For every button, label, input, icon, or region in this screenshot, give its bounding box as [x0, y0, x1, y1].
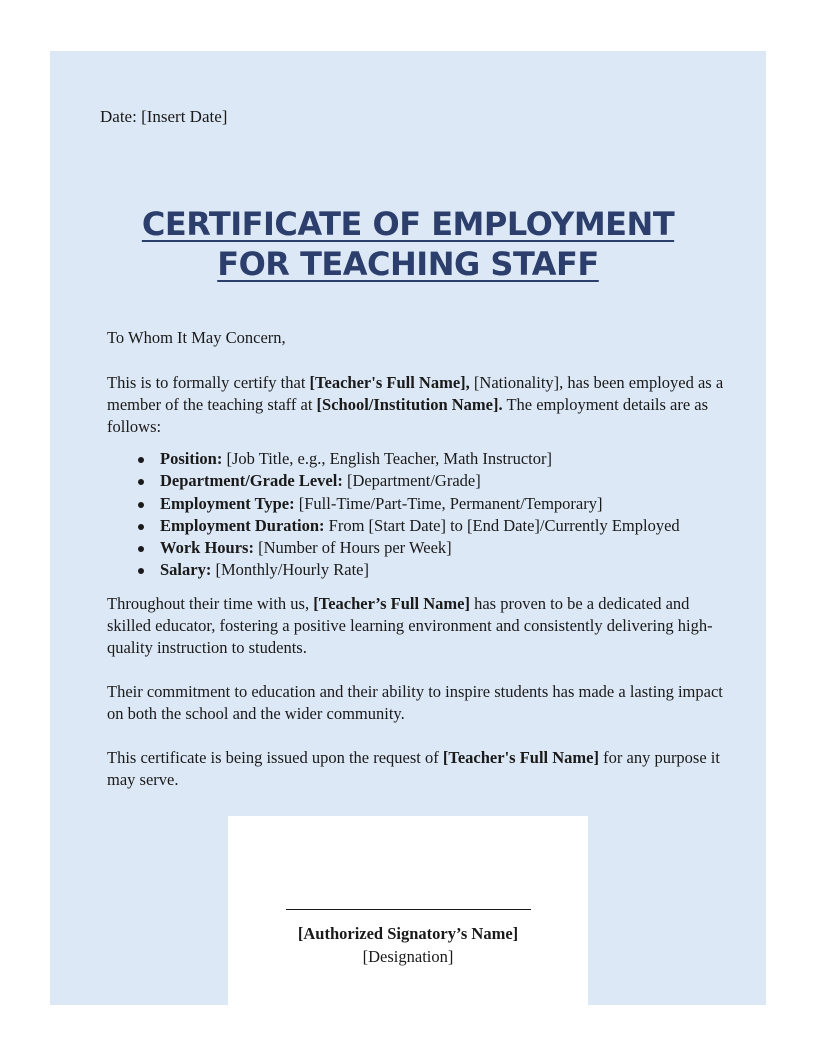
list-item-salary: Salary: [Monthly/Hourly Rate]: [138, 559, 680, 581]
list-item-employment-type: Employment Type: [Full-Time/Part-Time, Permanent/Temporary]: [138, 493, 680, 515]
list-item-department: Department/Grade Level: [Department/Grade]: [138, 470, 680, 492]
title-line-1: CERTIFICATE OF EMPLOYMENT: [141, 205, 675, 243]
commitment-paragraph: Their commitment to education and their ability to inspire students has made a lasting impact on both the school and the wider community.: [107, 682, 723, 723]
bullet-icon: [138, 457, 144, 463]
salutation: To Whom It May Concern,: [107, 328, 286, 347]
certificate-title: [50, 204, 766, 284]
signature-block: [228, 816, 588, 1005]
bullet-icon: [138, 568, 144, 574]
signatory-name: [Authorized Signatory’s Name]: [297, 924, 519, 943]
date-line: Date: [Insert Date]: [100, 107, 228, 126]
bullet-icon: [138, 479, 144, 485]
intro-paragraph: This is to formally certify that [Teacher's Full Name], [Nationality], has been employed as a member of the teaching staff at [School/Institution Name]. The employment details are as follows:: [107, 373, 724, 436]
signature-line: [286, 909, 531, 910]
list-item-work-hours: Work Hours: [Number of Hours per Week]: [138, 537, 680, 559]
bullet-icon: [138, 502, 144, 508]
list-item-employment-duration: Employment Duration: From [Start Date] to [End Date]/Currently Employed: [138, 515, 680, 537]
list-item-position: Position: [Job Title, e.g., English Teacher, Math Instructor]: [138, 448, 680, 470]
bullet-icon: [138, 524, 144, 530]
employment-details-list: [138, 448, 680, 582]
bullet-icon: [138, 546, 144, 552]
title-line-2: FOR TEACHING STAFF: [217, 245, 599, 283]
performance-paragraph: Throughout their time with us, [Teacher’s Full Name] has proven to be a dedicated and skilled educator, fostering a positive learning environment and consistently delivering high-quality instruction to students.: [107, 594, 713, 657]
signatory-designation: [Designation]: [362, 947, 454, 966]
request-paragraph: This certificate is being issued upon the request of [Teacher's Full Name] for any purpose it may serve.: [107, 748, 720, 789]
